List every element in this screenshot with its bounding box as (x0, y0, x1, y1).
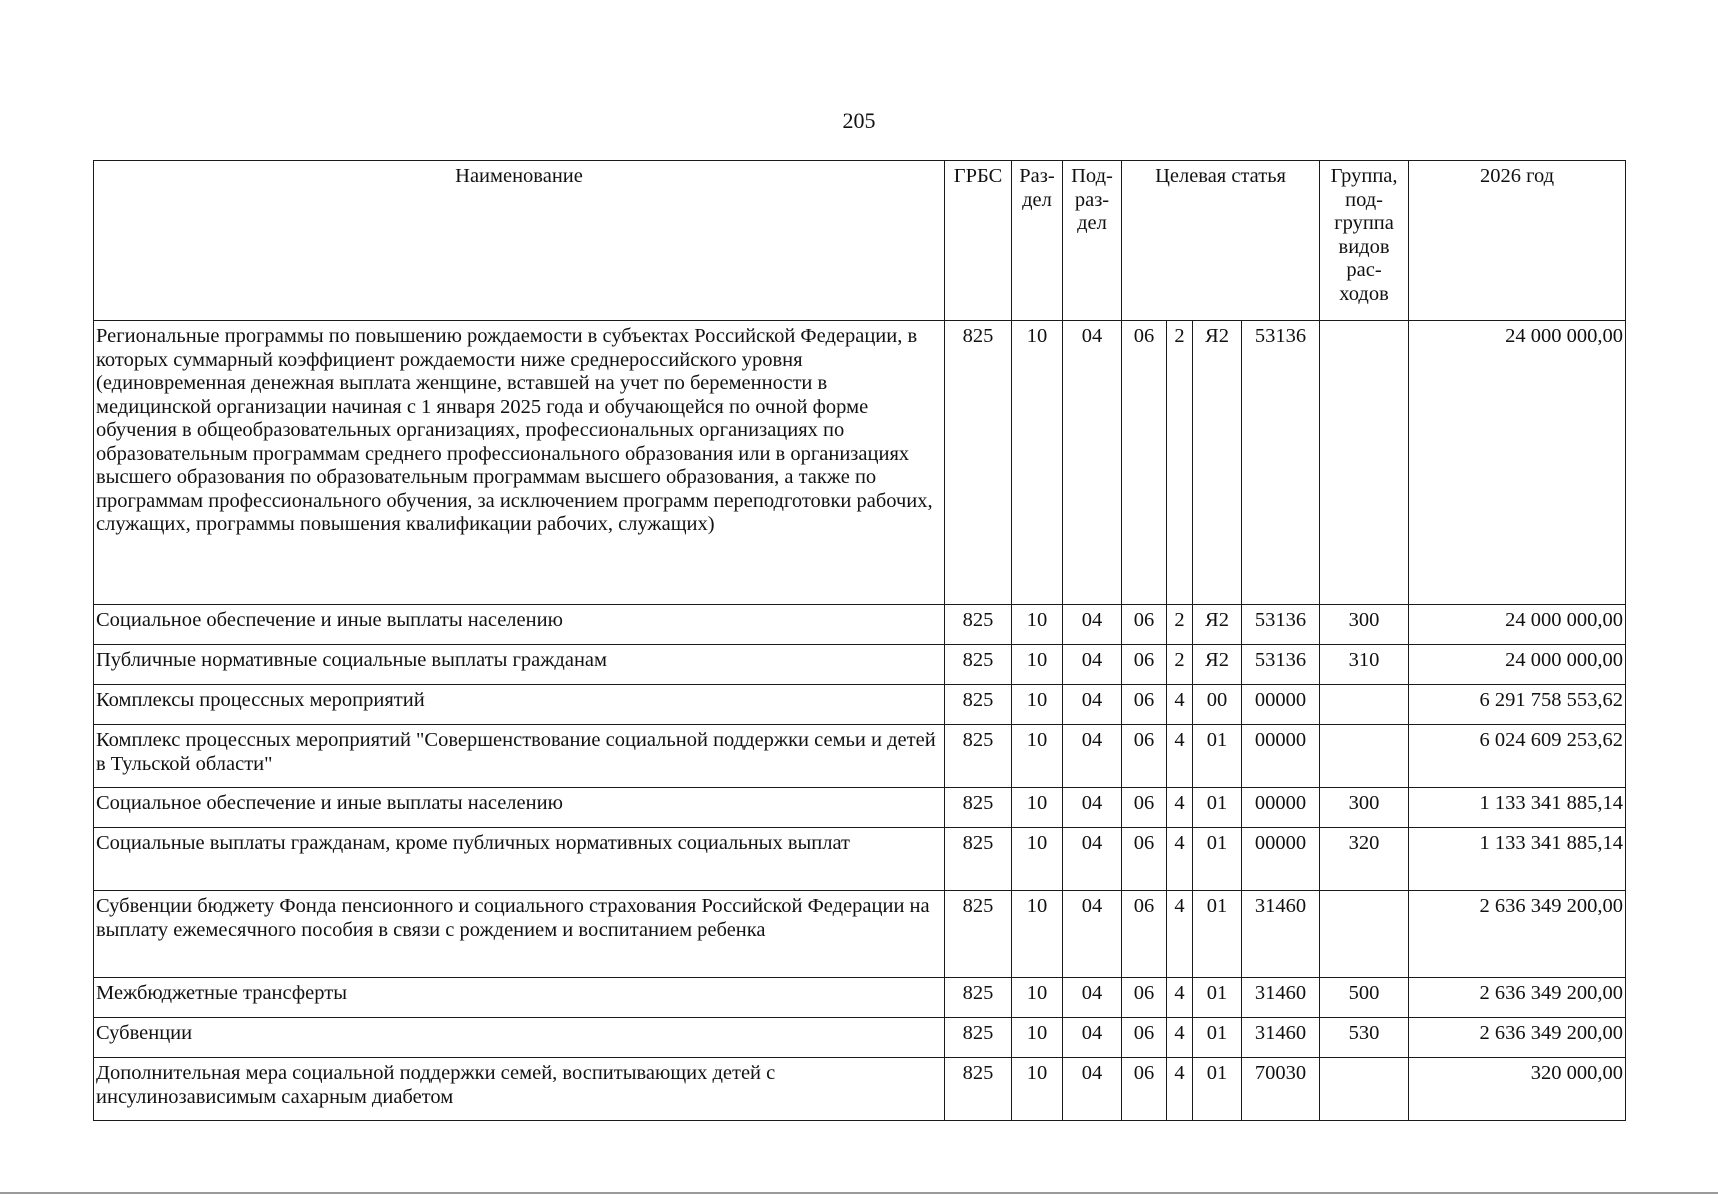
row-target-type: 4 (1167, 891, 1193, 978)
table-row (94, 645, 1626, 685)
row-grbs: 825 (945, 828, 1012, 891)
row-name: Региональные программы по повышению рождаемости в субъектах Российской Федерации, в которых суммарный коэффициент рождаемости ниже среднероссийского уровня (единовременная денежная выплата женщине, вставшей на учет по беременности в медицинской организации начиная с 1 января 2025 года и обучающейся по очной форме обучения в общеобразовательных организациях, профессиональных организациях по образовательным программам среднего профессионального образования или в организациях высшего образования по образовательным программам высшего образования, а также по программам профессионального обучения, за исключением программ переподготовки рабочих, служащих, программы повышения квалификации рабочих, служащих) (94, 321, 945, 605)
row-target-type: 2 (1167, 321, 1193, 605)
row-target-direction: 00000 (1242, 828, 1320, 891)
row-razdel: 10 (1012, 788, 1063, 828)
row-grbs: 825 (945, 978, 1012, 1018)
header-razdel: Раз- дел (1012, 161, 1063, 321)
row-amount: 24 000 000,00 (1409, 321, 1626, 605)
row-grbs: 825 (945, 725, 1012, 788)
row-amount: 2 636 349 200,00 (1409, 978, 1626, 1018)
row-target-type: 2 (1167, 645, 1193, 685)
table-row (94, 725, 1626, 788)
row-target-type: 4 (1167, 685, 1193, 725)
row-target-program: 06 (1122, 978, 1167, 1018)
row-razdel: 10 (1012, 978, 1063, 1018)
row-expense-group (1320, 321, 1409, 605)
row-grbs: 825 (945, 645, 1012, 685)
row-grbs: 825 (945, 685, 1012, 725)
header-grbs: ГРБС (945, 161, 1012, 321)
row-target-element: 01 (1193, 1058, 1242, 1121)
row-razdel: 10 (1012, 1058, 1063, 1121)
row-target-element: Я2 (1193, 605, 1242, 645)
row-expense-group (1320, 1058, 1409, 1121)
row-target-program: 06 (1122, 828, 1167, 891)
row-razdel: 10 (1012, 685, 1063, 725)
row-podrazdel: 04 (1063, 645, 1122, 685)
header-name: Наименование (94, 161, 945, 321)
row-target-program: 06 (1122, 788, 1167, 828)
row-target-direction: 31460 (1242, 891, 1320, 978)
row-name: Субвенции (94, 1018, 945, 1058)
row-target-element: Я2 (1193, 645, 1242, 685)
row-name: Социальное обеспечение и иные выплаты населению (94, 788, 945, 828)
row-target-element: 01 (1193, 725, 1242, 788)
row-target-program: 06 (1122, 645, 1167, 685)
row-podrazdel: 04 (1063, 1058, 1122, 1121)
row-amount: 1 133 341 885,14 (1409, 828, 1626, 891)
row-target-direction: 00000 (1242, 725, 1320, 788)
row-name: Межбюджетные трансферты (94, 978, 945, 1018)
row-podrazdel: 04 (1063, 828, 1122, 891)
row-target-element: 01 (1193, 1018, 1242, 1058)
row-podrazdel: 04 (1063, 978, 1122, 1018)
row-amount: 24 000 000,00 (1409, 605, 1626, 645)
row-grbs: 825 (945, 891, 1012, 978)
row-target-type: 4 (1167, 978, 1193, 1018)
row-target-direction: 31460 (1242, 1018, 1320, 1058)
row-expense-group: 530 (1320, 1018, 1409, 1058)
table-row (94, 788, 1626, 828)
header-expense-group: Группа, под- группа видов рас- ходов (1320, 161, 1409, 321)
row-podrazdel: 04 (1063, 1018, 1122, 1058)
row-name: Комплексы процессных мероприятий (94, 685, 945, 725)
row-name: Социальные выплаты гражданам, кроме публичных нормативных социальных выплат (94, 828, 945, 891)
row-name: Публичные нормативные социальные выплаты гражданам (94, 645, 945, 685)
table-row (94, 978, 1626, 1018)
row-expense-group (1320, 891, 1409, 978)
row-target-element: 01 (1193, 978, 1242, 1018)
row-target-direction: 53136 (1242, 645, 1320, 685)
row-target-type: 4 (1167, 788, 1193, 828)
row-podrazdel: 04 (1063, 321, 1122, 605)
row-target-element: 01 (1193, 828, 1242, 891)
table-row (94, 605, 1626, 645)
page-number: 205 (842, 108, 876, 133)
row-target-type: 4 (1167, 1058, 1193, 1121)
row-target-program: 06 (1122, 725, 1167, 788)
row-grbs: 825 (945, 1058, 1012, 1121)
row-target-element: Я2 (1193, 321, 1242, 605)
row-target-direction: 53136 (1242, 605, 1320, 645)
row-target-program: 06 (1122, 891, 1167, 978)
row-target-program: 06 (1122, 605, 1167, 645)
row-grbs: 825 (945, 605, 1012, 645)
row-name: Дополнительная мера социальной поддержки семей, воспитывающих детей с инсулинозависимым сахарным диабетом (94, 1058, 945, 1121)
row-amount: 2 636 349 200,00 (1409, 1018, 1626, 1058)
row-target-direction: 70030 (1242, 1058, 1320, 1121)
row-expense-group (1320, 725, 1409, 788)
row-target-element: 01 (1193, 788, 1242, 828)
row-razdel: 10 (1012, 605, 1063, 645)
row-name: Комплекс процессных мероприятий "Совершенствование социальной поддержки семьи и детей в Тульской области" (94, 725, 945, 788)
row-razdel: 10 (1012, 1018, 1063, 1058)
row-target-direction: 00000 (1242, 788, 1320, 828)
table-header-row (94, 161, 1626, 321)
row-target-type: 4 (1167, 725, 1193, 788)
row-expense-group: 320 (1320, 828, 1409, 891)
table-row (94, 685, 1626, 725)
row-amount: 1 133 341 885,14 (1409, 788, 1626, 828)
row-razdel: 10 (1012, 891, 1063, 978)
row-name: Субвенции бюджету Фонда пенсионного и социального страхования Российской Федерации на выплату ежемесячного пособия в связи с рождением и воспитанием ребенка (94, 891, 945, 978)
row-target-type: 4 (1167, 828, 1193, 891)
budget-table (93, 160, 1626, 1121)
row-amount: 320 000,00 (1409, 1058, 1626, 1121)
row-expense-group: 500 (1320, 978, 1409, 1018)
row-target-program: 06 (1122, 321, 1167, 605)
row-target-element: 01 (1193, 891, 1242, 978)
row-grbs: 825 (945, 1018, 1012, 1058)
header-year-2026: 2026 год (1409, 161, 1626, 321)
row-target-direction: 31460 (1242, 978, 1320, 1018)
row-name: Социальное обеспечение и иные выплаты населению (94, 605, 945, 645)
row-razdel: 10 (1012, 828, 1063, 891)
table-row (94, 321, 1626, 605)
scan-edge-line (0, 1192, 1718, 1194)
row-razdel: 10 (1012, 725, 1063, 788)
row-grbs: 825 (945, 321, 1012, 605)
row-target-program: 06 (1122, 1058, 1167, 1121)
row-grbs: 825 (945, 788, 1012, 828)
row-target-element: 00 (1193, 685, 1242, 725)
row-podrazdel: 04 (1063, 891, 1122, 978)
row-amount: 2 636 349 200,00 (1409, 891, 1626, 978)
row-amount: 24 000 000,00 (1409, 645, 1626, 685)
row-target-type: 4 (1167, 1018, 1193, 1058)
row-target-direction: 00000 (1242, 685, 1320, 725)
row-podrazdel: 04 (1063, 788, 1122, 828)
row-target-program: 06 (1122, 1018, 1167, 1058)
table-row (94, 891, 1626, 978)
row-podrazdel: 04 (1063, 605, 1122, 645)
row-amount: 6 291 758 553,62 (1409, 685, 1626, 725)
row-expense-group: 310 (1320, 645, 1409, 685)
row-expense-group: 300 (1320, 788, 1409, 828)
row-expense-group: 300 (1320, 605, 1409, 645)
row-target-direction: 53136 (1242, 321, 1320, 605)
table-row (94, 1018, 1626, 1058)
row-podrazdel: 04 (1063, 725, 1122, 788)
row-razdel: 10 (1012, 321, 1063, 605)
table-row (94, 828, 1626, 891)
row-podrazdel: 04 (1063, 685, 1122, 725)
header-target-article: Целевая статья (1122, 161, 1320, 321)
row-target-type: 2 (1167, 605, 1193, 645)
table-row (94, 1058, 1626, 1121)
row-razdel: 10 (1012, 645, 1063, 685)
header-podrazdel: Под- раз- дел (1063, 161, 1122, 321)
row-amount: 6 024 609 253,62 (1409, 725, 1626, 788)
row-target-program: 06 (1122, 685, 1167, 725)
row-expense-group (1320, 685, 1409, 725)
